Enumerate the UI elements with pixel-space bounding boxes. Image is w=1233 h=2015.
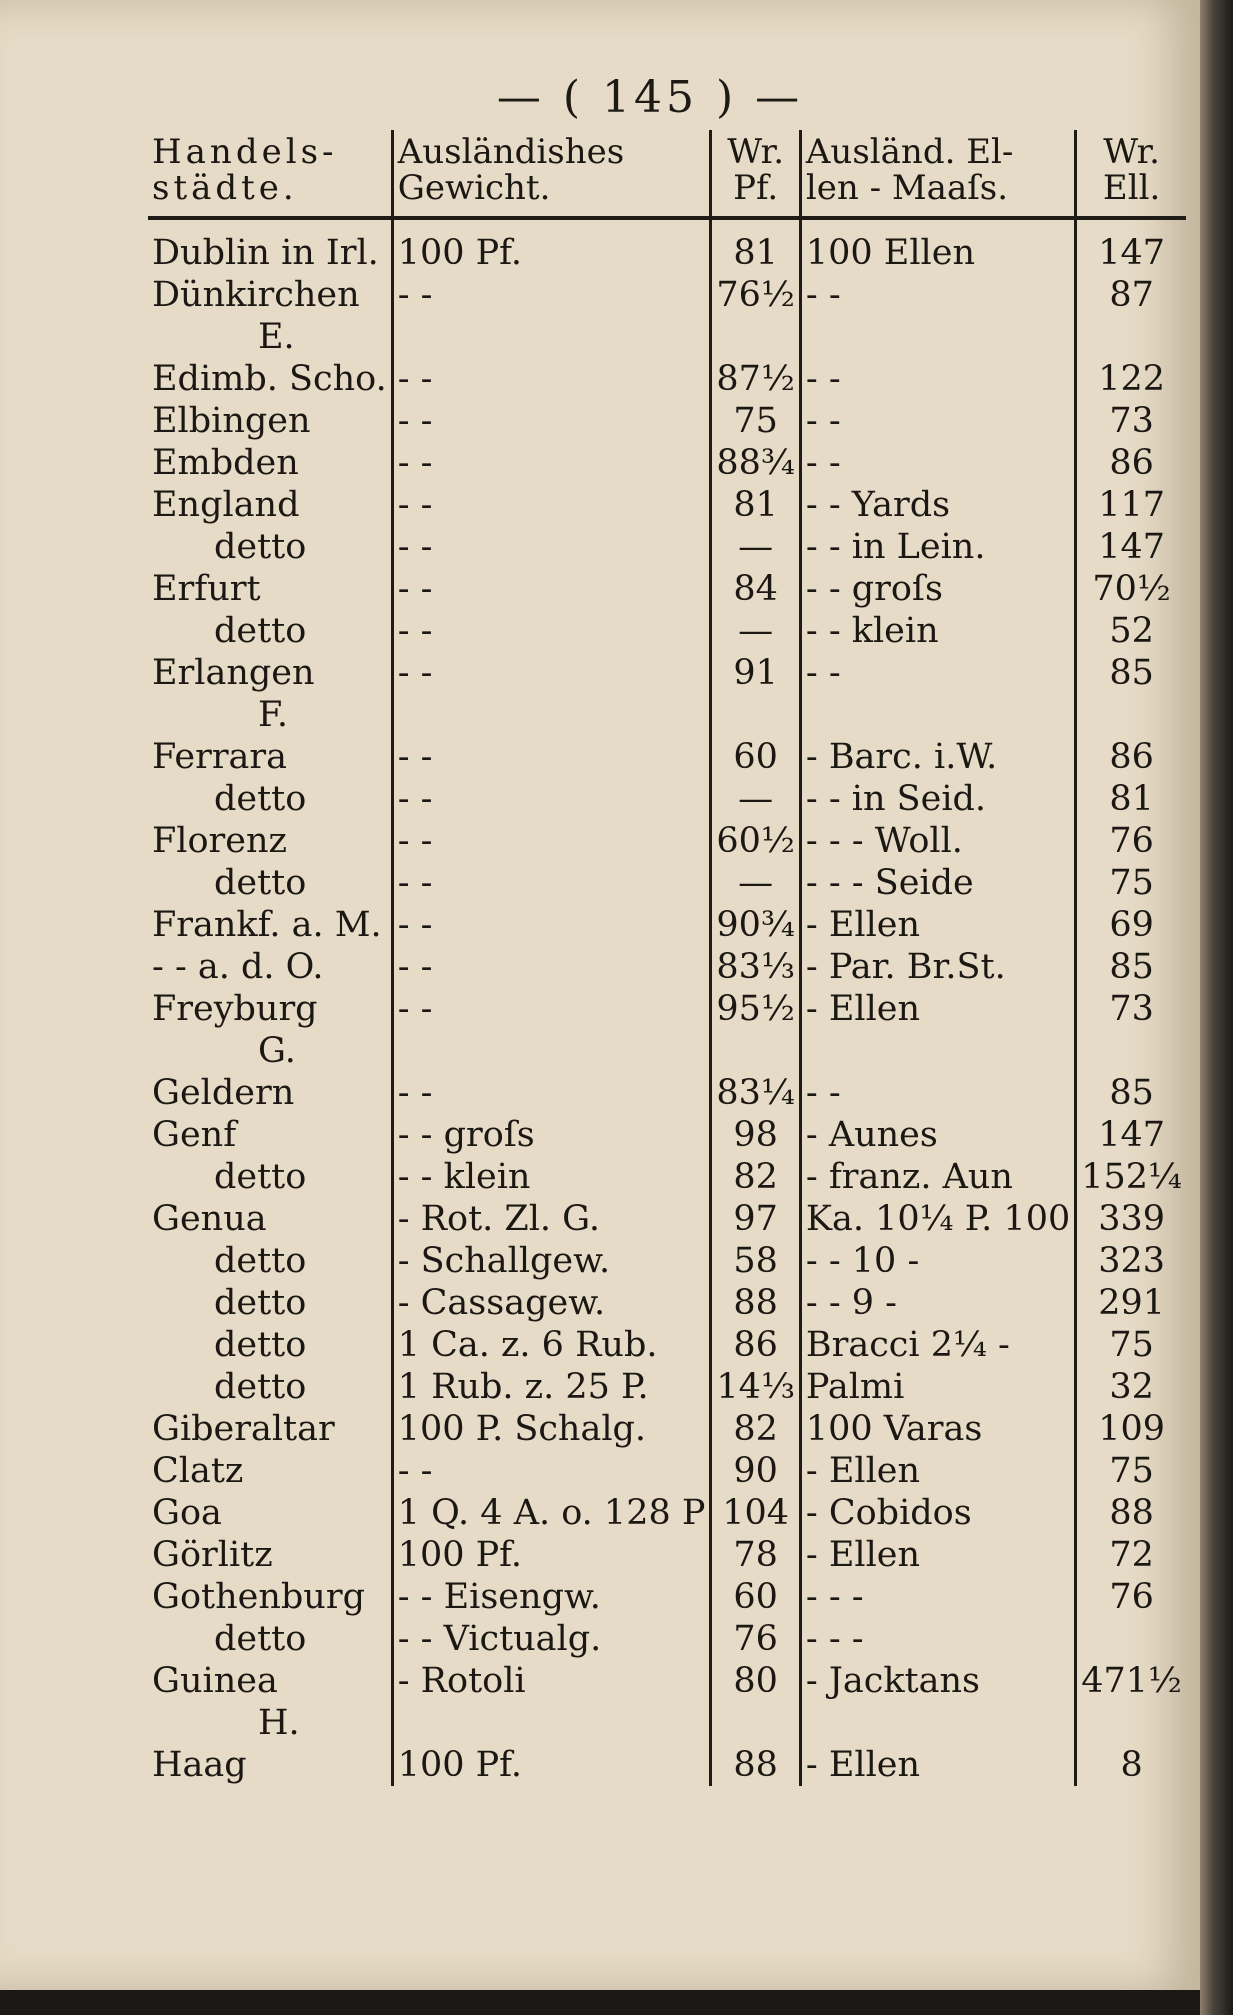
foreign-weight-cell: 100 P. Schalg. (392, 1408, 711, 1450)
table-row (148, 568, 1186, 610)
foreign-weight-cell: 1 Rub. z. 25 P. (392, 1366, 711, 1408)
foreign-weight-cell: - - (392, 862, 711, 904)
table-row (148, 946, 1186, 988)
table-row (148, 1660, 1186, 1702)
vienna-pounds-cell: 90¾ (711, 904, 800, 946)
city-cell: Embden (152, 443, 299, 483)
city-cell: Florenz (152, 821, 287, 861)
vienna-ells-cell: 69 (1076, 904, 1186, 946)
foreign-weight-cell: - - (392, 526, 711, 568)
vienna-pounds-cell: 88 (711, 1282, 800, 1324)
vienna-pounds-cell: 60 (711, 1576, 800, 1618)
foreign-weight-cell: - - Eisengw. (392, 1576, 711, 1618)
city-cell: Genf (152, 1115, 237, 1155)
table-row (148, 484, 1186, 526)
vienna-ells-cell: 291 (1076, 1282, 1186, 1324)
foreign-ell-cell: - Ellen (800, 1450, 1075, 1492)
vienna-ells-cell: 323 (1076, 1240, 1186, 1282)
vienna-pounds-cell: — (711, 526, 800, 568)
vienna-pounds-cell: — (711, 778, 800, 820)
book-edge (1200, 0, 1233, 2015)
vienna-pounds-cell: 86 (711, 1324, 800, 1366)
foreign-weight-cell: - - (392, 904, 711, 946)
city-cell: England (152, 485, 300, 525)
city-cell: Freyburg (152, 989, 318, 1029)
foreign-ell-cell: - - in Seid. (800, 778, 1075, 820)
empty-cell (800, 316, 1075, 358)
table-row (148, 1072, 1186, 1114)
empty-cell (392, 1702, 711, 1744)
col-header-foreign-weight: Ausländishes Gewicht. (392, 130, 711, 218)
table-body (148, 218, 1186, 1786)
table-row (148, 1408, 1186, 1450)
section-letter-row (148, 316, 1186, 358)
table-row (148, 652, 1186, 694)
vienna-ells-cell: 85 (1076, 652, 1186, 694)
foreign-ell-cell: - Ellen (800, 904, 1075, 946)
table-row (148, 610, 1186, 652)
city-cell: Görlitz (152, 1535, 273, 1575)
table-row (148, 1240, 1186, 1282)
vienna-ells-cell: 75 (1076, 862, 1186, 904)
city-cell: detto (214, 1367, 307, 1407)
city-cell: Dünkirchen (152, 275, 360, 315)
vienna-pounds-cell: 14⅓ (711, 1366, 800, 1408)
foreign-weight-cell: 100 Pf. (392, 1744, 711, 1786)
table-row (148, 820, 1186, 862)
empty-cell (392, 694, 711, 736)
section-letter-row (148, 1030, 1186, 1072)
foreign-ell-cell: - Ellen (800, 1744, 1075, 1786)
city-cell: Guinea (152, 1661, 278, 1701)
vienna-pounds-cell: — (711, 610, 800, 652)
col-header-vienna-pounds: Wr. Pf. (711, 130, 800, 218)
foreign-ell-cell: Ka. 10¼ P. 100 (800, 1198, 1075, 1240)
vienna-ells-cell: 339 (1076, 1198, 1186, 1240)
foreign-weight-cell: - - (392, 610, 711, 652)
foreign-weight-cell: - - (392, 400, 711, 442)
page-header: — ( 145 ) — (496, 72, 804, 123)
table-row (148, 778, 1186, 820)
foreign-ell-cell: 100 Ellen (800, 218, 1075, 274)
empty-cell (800, 1702, 1075, 1744)
table-row (148, 736, 1186, 778)
vienna-ells-cell: 81 (1076, 778, 1186, 820)
city-cell: Frankf. a. M. (152, 905, 382, 945)
city-cell: Erfurt (152, 569, 261, 609)
foreign-ell-cell: - - (800, 400, 1075, 442)
city-cell: Clatz (152, 1451, 244, 1491)
empty-cell (711, 1030, 800, 1072)
vienna-ells-cell: 73 (1076, 400, 1186, 442)
table-row (148, 526, 1186, 568)
foreign-ell-cell: - - - (800, 1576, 1075, 1618)
city-cell: detto (214, 1283, 307, 1323)
empty-cell (392, 1030, 711, 1072)
vienna-pounds-cell: 83⅓ (711, 946, 800, 988)
vienna-ells-cell: 86 (1076, 442, 1186, 484)
city-cell: Genua (152, 1199, 267, 1239)
vienna-pounds-cell: 98 (711, 1114, 800, 1156)
foreign-weight-cell: - - (392, 820, 711, 862)
city-cell: Elbingen (152, 401, 311, 441)
foreign-weight-cell: - - (392, 358, 711, 400)
vienna-ells-cell: 122 (1076, 358, 1186, 400)
foreign-ell-cell: 100 Varas (800, 1408, 1075, 1450)
foreign-weight-cell: - Rotoli (392, 1660, 711, 1702)
vienna-pounds-cell: 88 (711, 1744, 800, 1786)
foreign-ell-cell: - Ellen (800, 988, 1075, 1030)
vienna-ells-cell: 76 (1076, 820, 1186, 862)
vienna-pounds-cell: 80 (711, 1660, 800, 1702)
vienna-pounds-cell: 78 (711, 1534, 800, 1576)
foreign-weight-cell: 100 Pf. (392, 218, 711, 274)
foreign-ell-cell: - - - Seide (800, 862, 1075, 904)
vienna-pounds-cell: 83¼ (711, 1072, 800, 1114)
vienna-pounds-cell: 90 (711, 1450, 800, 1492)
vienna-ells-cell: 75 (1076, 1450, 1186, 1492)
conversion-table (148, 130, 1186, 1786)
section-letter: G. (258, 1031, 296, 1071)
city-cell: detto (214, 611, 307, 651)
vienna-ells-cell: 32 (1076, 1366, 1186, 1408)
foreign-weight-cell: - - klein (392, 1156, 711, 1198)
vienna-pounds-cell: 81 (711, 484, 800, 526)
city-cell: Erlangen (152, 653, 315, 693)
table-row (148, 1576, 1186, 1618)
city-cell: detto (214, 863, 307, 903)
empty-cell (1076, 694, 1186, 736)
table-row (148, 1534, 1186, 1576)
city-cell: detto (214, 1241, 307, 1281)
vienna-pounds-cell: 76 (711, 1618, 800, 1660)
vienna-pounds-cell: 88¾ (711, 442, 800, 484)
vienna-ells-cell: 87 (1076, 274, 1186, 316)
vienna-pounds-cell: 58 (711, 1240, 800, 1282)
empty-cell (800, 694, 1075, 736)
foreign-weight-cell: - - (392, 442, 711, 484)
table-row (148, 1114, 1186, 1156)
vienna-ells-cell: 109 (1076, 1408, 1186, 1450)
foreign-ell-cell: - Par. Br.St. (800, 946, 1075, 988)
vienna-pounds-cell: 82 (711, 1156, 800, 1198)
foreign-weight-cell: - - groſs (392, 1114, 711, 1156)
foreign-ell-cell: - - 9 - (800, 1282, 1075, 1324)
vienna-pounds-cell: 81 (711, 218, 800, 274)
city-cell: detto (214, 779, 307, 819)
vienna-ells-cell: 147 (1076, 1114, 1186, 1156)
foreign-ell-cell: - - - (800, 1618, 1075, 1660)
foreign-weight-cell: - - (392, 736, 711, 778)
empty-cell (711, 1702, 800, 1744)
foreign-weight-cell: - - (392, 778, 711, 820)
table-row (148, 1156, 1186, 1198)
table-row (148, 988, 1186, 1030)
vienna-ells-cell: 8 (1076, 1744, 1186, 1786)
foreign-weight-cell: - Rot. Zl. G. (392, 1198, 711, 1240)
vienna-ells-cell: 147 (1076, 218, 1186, 274)
vienna-ells-cell: 86 (1076, 736, 1186, 778)
city-cell: Dublin in Irl. (152, 233, 379, 273)
city-cell: Gothenburg (152, 1577, 365, 1617)
table-row (148, 1366, 1186, 1408)
vienna-pounds-cell: 95½ (711, 988, 800, 1030)
vienna-ells-cell: 73 (1076, 988, 1186, 1030)
city-cell: detto (214, 1157, 307, 1197)
foreign-weight-cell: - - (392, 946, 711, 988)
foreign-ell-cell: - franz. Aun (800, 1156, 1075, 1198)
vienna-pounds-cell: 82 (711, 1408, 800, 1450)
foreign-ell-cell: - - (800, 358, 1075, 400)
col-header-cities: Handels- städte. (148, 130, 392, 218)
foreign-weight-cell: - - (392, 1072, 711, 1114)
foreign-ell-cell: - - (800, 1072, 1075, 1114)
city-cell: detto (214, 1619, 307, 1659)
vienna-ells-cell: 52 (1076, 610, 1186, 652)
vienna-pounds-cell: — (711, 862, 800, 904)
empty-cell (1076, 1702, 1186, 1744)
vienna-pounds-cell: 75 (711, 400, 800, 442)
foreign-ell-cell: - Barc. i.W. (800, 736, 1075, 778)
foreign-weight-cell: - Schallgew. (392, 1240, 711, 1282)
table-row (148, 1744, 1186, 1786)
empty-cell (1076, 316, 1186, 358)
foreign-weight-cell: 100 Pf. (392, 1534, 711, 1576)
table-row (148, 1198, 1186, 1240)
empty-cell (1076, 1030, 1186, 1072)
city-cell: Goa (152, 1493, 222, 1533)
city-cell: Edimb. Scho. (152, 359, 387, 399)
city-cell: Haag (152, 1745, 247, 1785)
vienna-ells-cell: 152¼ (1076, 1156, 1186, 1198)
vienna-ells-cell: 117 (1076, 484, 1186, 526)
table-row (148, 904, 1186, 946)
table-row (148, 1492, 1186, 1534)
vienna-ells-cell: 85 (1076, 1072, 1186, 1114)
col-header-foreign-ell: Ausländ. El- len - Maaſs. (800, 130, 1075, 218)
vienna-pounds-cell: 97 (711, 1198, 800, 1240)
vienna-ells-cell: 85 (1076, 946, 1186, 988)
foreign-weight-cell: - - (392, 568, 711, 610)
foreign-weight-cell: - - (392, 274, 711, 316)
foreign-ell-cell: - - (800, 442, 1075, 484)
vienna-ells-cell: 88 (1076, 1492, 1186, 1534)
foreign-ell-cell: - Aunes (800, 1114, 1075, 1156)
foreign-ell-cell: - - groſs (800, 568, 1075, 610)
foreign-ell-cell: - - (800, 274, 1075, 316)
vienna-ells-cell: 471½ (1076, 1660, 1186, 1702)
vienna-ells-cell: 72 (1076, 1534, 1186, 1576)
city-cell: Ferrara (152, 737, 288, 777)
foreign-weight-cell: - Cassagew. (392, 1282, 711, 1324)
table-row (148, 1282, 1186, 1324)
foreign-weight-cell: - - (392, 652, 711, 694)
vienna-pounds-cell: 87½ (711, 358, 800, 400)
table-row (148, 1618, 1186, 1660)
section-letter: H. (258, 1703, 300, 1743)
empty-cell (711, 694, 800, 736)
section-letter: E. (258, 317, 295, 357)
foreign-ell-cell: - - 10 - (800, 1240, 1075, 1282)
vienna-pounds-cell: 91 (711, 652, 800, 694)
vienna-ells-cell: 75 (1076, 1324, 1186, 1366)
table-row (148, 442, 1186, 484)
vienna-pounds-cell: 104 (711, 1492, 800, 1534)
foreign-ell-cell: Bracci 2¼ - (800, 1324, 1075, 1366)
foreign-weight-cell: - - Victualg. (392, 1618, 711, 1660)
vienna-ells-cell: 76 (1076, 1576, 1186, 1618)
table-row (148, 218, 1186, 274)
city-cell: detto (214, 527, 307, 567)
city-cell: Giberaltar (152, 1409, 335, 1449)
foreign-weight-cell: 1 Ca. z. 6 Rub. (392, 1324, 711, 1366)
empty-cell (800, 1030, 1075, 1072)
vienna-pounds-cell: 60½ (711, 820, 800, 862)
table-row (148, 1450, 1186, 1492)
table-row (148, 862, 1186, 904)
section-letter-row (148, 694, 1186, 736)
foreign-ell-cell: - Ellen (800, 1534, 1075, 1576)
foreign-ell-cell: - Cobidos (800, 1492, 1075, 1534)
section-letter-row (148, 1702, 1186, 1744)
foreign-ell-cell: - - - Woll. (800, 820, 1075, 862)
foreign-weight-cell: - - (392, 1450, 711, 1492)
empty-cell (711, 316, 800, 358)
section-letter: F. (258, 695, 288, 735)
foreign-weight-cell: - - (392, 484, 711, 526)
foreign-weight-cell: - - (392, 988, 711, 1030)
foreign-ell-cell: - - in Lein. (800, 526, 1075, 568)
vienna-pounds-cell: 84 (711, 568, 800, 610)
table-row (148, 400, 1186, 442)
table-row (148, 358, 1186, 400)
vienna-pounds-cell: 76½ (711, 274, 800, 316)
table-row (148, 274, 1186, 316)
foreign-weight-cell: 1 Q. 4 A. o. 128 P (392, 1492, 711, 1534)
city-cell: - - a. d. O. (152, 947, 324, 987)
vienna-ells-cell: 147 (1076, 526, 1186, 568)
foreign-ell-cell: - Jacktans (800, 1660, 1075, 1702)
vienna-ells-cell: 70½ (1076, 568, 1186, 610)
foreign-ell-cell: - - (800, 652, 1075, 694)
col-header-vienna-ells: Wr. Ell. (1076, 130, 1186, 218)
table-row (148, 1324, 1186, 1366)
vienna-ells-cell (1076, 1618, 1186, 1660)
empty-cell (392, 316, 711, 358)
foreign-ell-cell: - - klein (800, 610, 1075, 652)
city-cell: Geldern (152, 1073, 295, 1113)
header-row (148, 130, 1186, 218)
vienna-pounds-cell: 60 (711, 736, 800, 778)
city-cell: detto (214, 1325, 307, 1365)
foreign-ell-cell: - - Yards (800, 484, 1075, 526)
foreign-ell-cell: Palmi (800, 1366, 1075, 1408)
